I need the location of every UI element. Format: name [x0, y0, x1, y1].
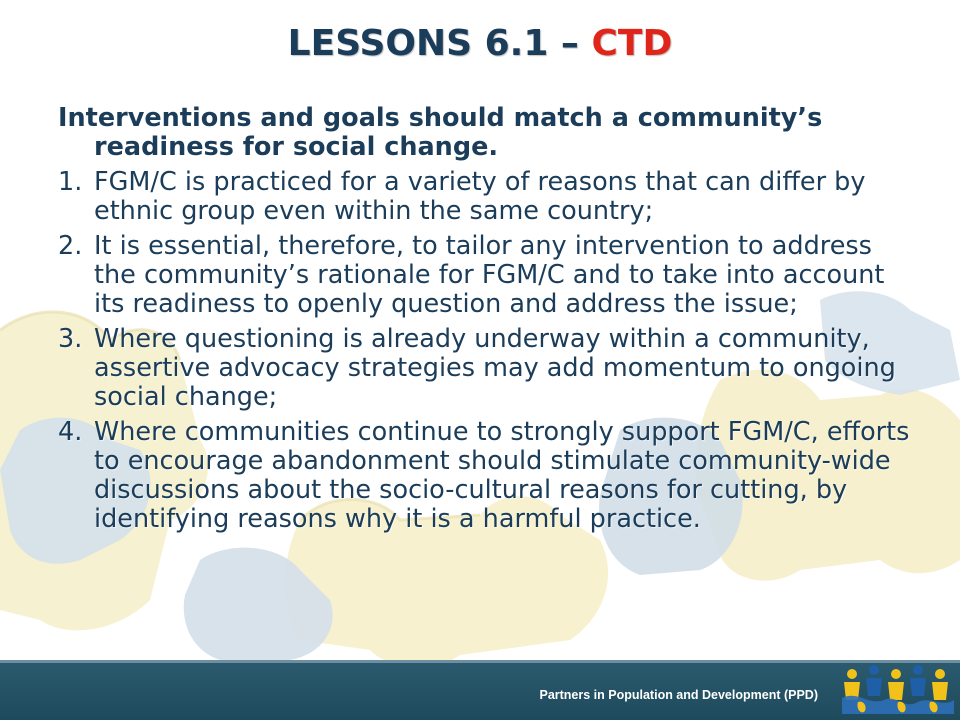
list-item — [58, 325, 910, 412]
list-item-number: 2. — [58, 231, 83, 261]
list-item — [58, 168, 910, 226]
numbered-list — [58, 168, 910, 534]
list-item-text: Where questioning is already underway within a community, assertive advocacy strategies may add momentum to ongoing social change; — [94, 324, 896, 412]
list-item — [58, 232, 910, 319]
footer-bar — [0, 660, 960, 720]
ppd-logo-icon — [838, 660, 956, 718]
lead-statement: Interventions and goals should match a community’s readiness for social change. — [58, 103, 823, 162]
list-item-text: FGM/C is practiced for a variety of reasons that can differ by ethnic group even within the same country; — [94, 167, 866, 226]
list-item — [58, 418, 910, 534]
title-accent: CTD — [591, 23, 673, 64]
list-item-number: 1. — [58, 167, 83, 197]
slide-body — [58, 104, 910, 540]
list-item-text: Where communities continue to strongly support FGM/C, efforts to encourage abandonment should stimulate community-wide discussions about the socio-cultural reasons for cutting, by identifying reasons why it is a harmful practice. — [94, 417, 910, 534]
list-item-number: 4. — [58, 417, 83, 447]
title-main: LESSONS 6.1 – — [287, 23, 579, 64]
slide-title — [0, 22, 960, 66]
footer-organization: Partners in Population and Development (PPD) — [539, 688, 818, 702]
list-item-text: It is essential, therefore, to tailor any intervention to address the community’s rationale for FGM/C and to take into account its readiness to openly question and address the issue; — [94, 231, 885, 319]
list-item-number: 3. — [58, 324, 83, 354]
